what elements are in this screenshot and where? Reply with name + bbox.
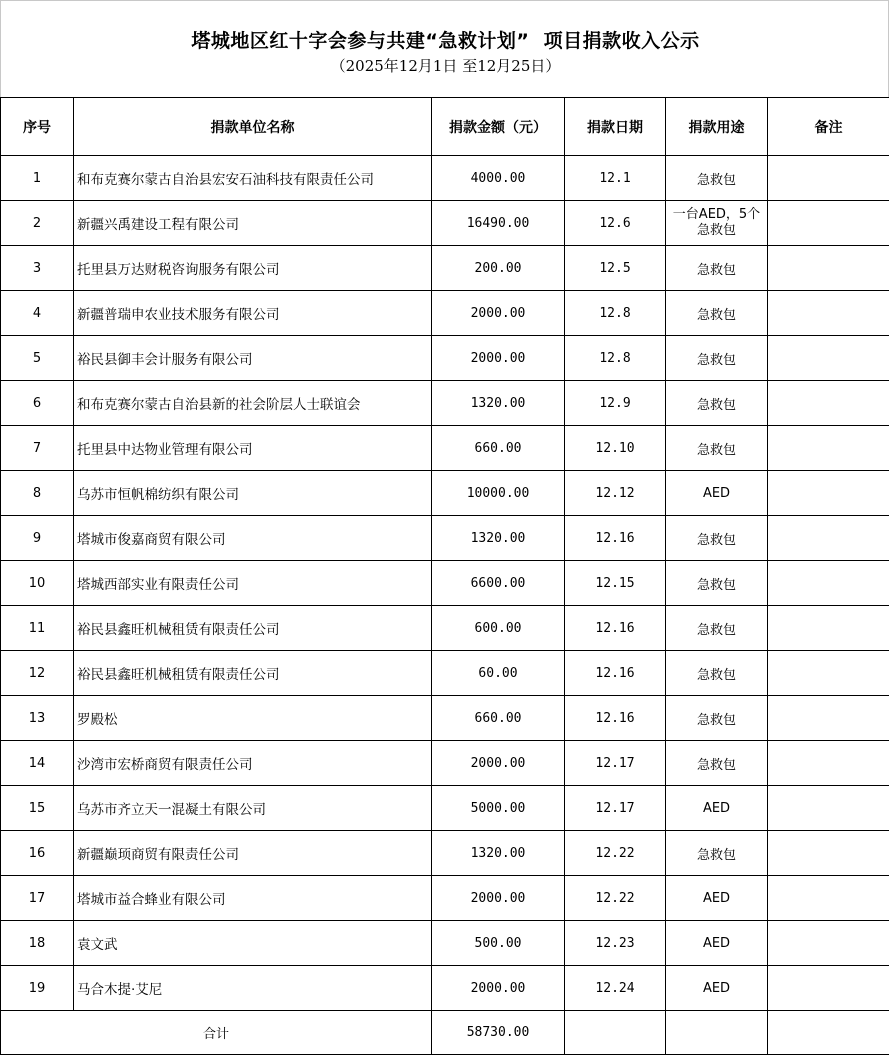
purpose-cell: 急救包 xyxy=(666,516,768,561)
seq-cell: 2 xyxy=(1,201,74,246)
header-seq: 序号 xyxy=(1,98,74,156)
table-row xyxy=(1,381,889,426)
date-cell: 12.17 xyxy=(565,741,666,786)
date-cell: 12.24 xyxy=(565,966,666,1011)
purpose-cell: 急救包 xyxy=(666,696,768,741)
purpose-cell: 急救包 xyxy=(666,606,768,651)
total-row xyxy=(1,1011,889,1055)
purpose-cell: AED xyxy=(666,966,768,1011)
table-row xyxy=(1,336,889,381)
seq-cell: 14 xyxy=(1,741,74,786)
donor-cell: 和布克赛尔蒙古自治县新的社会阶层人士联谊会 xyxy=(74,381,432,426)
purpose-cell: 急救包 xyxy=(666,831,768,876)
amount-cell: 500.00 xyxy=(432,921,565,966)
table-row xyxy=(1,651,889,696)
amount-cell: 1320.00 xyxy=(432,381,565,426)
purpose-cell: AED xyxy=(666,471,768,516)
donor-cell: 马合木提·艾尼 xyxy=(74,966,432,1011)
amount-cell: 4000.00 xyxy=(432,156,565,201)
remark-cell xyxy=(768,831,889,876)
table-header-row xyxy=(1,98,889,156)
header-remark: 备注 xyxy=(768,98,889,156)
table-row xyxy=(1,426,889,471)
remark-cell xyxy=(768,201,889,246)
purpose-cell: 急救包 xyxy=(666,426,768,471)
total-purpose-cell xyxy=(666,1011,768,1055)
purpose-cell: 急救包 xyxy=(666,381,768,426)
table-row xyxy=(1,156,889,201)
donor-cell: 塔城市俊嘉商贸有限公司 xyxy=(74,516,432,561)
amount-cell: 6600.00 xyxy=(432,561,565,606)
date-cell: 12.8 xyxy=(565,291,666,336)
amount-cell: 660.00 xyxy=(432,426,565,471)
date-cell: 12.12 xyxy=(565,471,666,516)
amount-cell: 60.00 xyxy=(432,651,565,696)
donor-cell: 乌苏市恒帆棉纺织有限公司 xyxy=(74,471,432,516)
table-row xyxy=(1,876,889,921)
table-row xyxy=(1,201,889,246)
amount-cell: 1320.00 xyxy=(432,516,565,561)
remark-cell xyxy=(768,426,889,471)
remark-cell xyxy=(768,156,889,201)
seq-cell: 16 xyxy=(1,831,74,876)
seq-cell: 5 xyxy=(1,336,74,381)
donor-cell: 塔城市益合蜂业有限公司 xyxy=(74,876,432,921)
total-date-cell xyxy=(565,1011,666,1055)
date-cell: 12.17 xyxy=(565,786,666,831)
table-row xyxy=(1,966,889,1011)
table-row xyxy=(1,696,889,741)
date-cell: 12.16 xyxy=(565,651,666,696)
remark-cell xyxy=(768,381,889,426)
date-cell: 12.10 xyxy=(565,426,666,471)
seq-cell: 15 xyxy=(1,786,74,831)
seq-cell: 13 xyxy=(1,696,74,741)
amount-cell: 2000.00 xyxy=(432,291,565,336)
remark-cell xyxy=(768,786,889,831)
seq-cell: 4 xyxy=(1,291,74,336)
seq-cell: 12 xyxy=(1,651,74,696)
seq-cell: 3 xyxy=(1,246,74,291)
seq-cell: 9 xyxy=(1,516,74,561)
remark-cell xyxy=(768,291,889,336)
date-cell: 12.22 xyxy=(565,831,666,876)
seq-cell: 8 xyxy=(1,471,74,516)
total-amount: 58730.00 xyxy=(432,1011,565,1055)
amount-cell: 2000.00 xyxy=(432,966,565,1011)
purpose-cell: 急救包 xyxy=(666,651,768,696)
date-range-subtitle: （2025年12月1日 至12月25日） xyxy=(330,57,561,75)
amount-cell: 600.00 xyxy=(432,606,565,651)
remark-cell xyxy=(768,336,889,381)
donor-cell: 和布克赛尔蒙古自治县宏安石油科技有限责任公司 xyxy=(74,156,432,201)
title-area xyxy=(0,0,889,97)
donor-cell: 塔城西部实业有限责任公司 xyxy=(74,561,432,606)
seq-cell: 11 xyxy=(1,606,74,651)
amount-cell: 1320.00 xyxy=(432,831,565,876)
table-row xyxy=(1,921,889,966)
donor-cell: 裕民县鑫旺机械租赁有限责任公司 xyxy=(74,606,432,651)
donor-cell: 托里县万达财税咨询服务有限公司 xyxy=(74,246,432,291)
donor-cell: 沙湾市宏桥商贸有限责任公司 xyxy=(74,741,432,786)
purpose-cell: 急救包 xyxy=(666,156,768,201)
purpose-cell: 急救包 xyxy=(666,291,768,336)
table-row xyxy=(1,606,889,651)
seq-cell: 7 xyxy=(1,426,74,471)
donor-cell: 新疆兴禹建设工程有限公司 xyxy=(74,201,432,246)
purpose-cell: 一台AED，5个急救包 xyxy=(666,201,768,246)
header-purpose: 捐款用途 xyxy=(666,98,768,156)
donor-cell: 罗殿松 xyxy=(74,696,432,741)
header-date: 捐款日期 xyxy=(565,98,666,156)
date-cell: 12.6 xyxy=(565,201,666,246)
amount-cell: 10000.00 xyxy=(432,471,565,516)
amount-cell: 660.00 xyxy=(432,696,565,741)
date-cell: 12.1 xyxy=(565,156,666,201)
amount-cell: 16490.00 xyxy=(432,201,565,246)
date-cell: 12.16 xyxy=(565,696,666,741)
total-remark-cell xyxy=(768,1011,889,1055)
table-row xyxy=(1,516,889,561)
table-row xyxy=(1,246,889,291)
table-row xyxy=(1,786,889,831)
remark-cell xyxy=(768,561,889,606)
total-label: 合计 xyxy=(1,1011,432,1055)
seq-cell: 18 xyxy=(1,921,74,966)
date-cell: 12.9 xyxy=(565,381,666,426)
header-amount: 捐款金额（元） xyxy=(432,98,565,156)
date-cell: 12.8 xyxy=(565,336,666,381)
seq-cell: 19 xyxy=(1,966,74,1011)
remark-cell xyxy=(768,966,889,1011)
remark-cell xyxy=(768,651,889,696)
donor-cell: 裕民县鑫旺机械租赁有限责任公司 xyxy=(74,651,432,696)
purpose-cell: 急救包 xyxy=(666,561,768,606)
seq-cell: 17 xyxy=(1,876,74,921)
header-donor: 捐款单位名称 xyxy=(74,98,432,156)
amount-cell: 2000.00 xyxy=(432,741,565,786)
table-row xyxy=(1,291,889,336)
table-row xyxy=(1,561,889,606)
donor-cell: 托里县中达物业管理有限公司 xyxy=(74,426,432,471)
donor-cell: 袁文武 xyxy=(74,921,432,966)
date-cell: 12.16 xyxy=(565,516,666,561)
amount-cell: 5000.00 xyxy=(432,786,565,831)
table-body xyxy=(1,156,889,1011)
table-row xyxy=(1,741,889,786)
date-cell: 12.23 xyxy=(565,921,666,966)
purpose-cell: AED xyxy=(666,876,768,921)
remark-cell xyxy=(768,696,889,741)
donor-cell: 新疆巅顼商贸有限责任公司 xyxy=(74,831,432,876)
donor-cell: 裕民县御丰会计服务有限公司 xyxy=(74,336,432,381)
purpose-cell: 急救包 xyxy=(666,246,768,291)
amount-cell: 200.00 xyxy=(432,246,565,291)
seq-cell: 10 xyxy=(1,561,74,606)
amount-cell: 2000.00 xyxy=(432,336,565,381)
purpose-cell: AED xyxy=(666,921,768,966)
date-cell: 12.16 xyxy=(565,606,666,651)
amount-cell: 2000.00 xyxy=(432,876,565,921)
donation-table xyxy=(0,97,889,1055)
date-cell: 12.15 xyxy=(565,561,666,606)
remark-cell xyxy=(768,246,889,291)
remark-cell xyxy=(768,921,889,966)
table-row xyxy=(1,471,889,516)
purpose-cell: AED xyxy=(666,786,768,831)
seq-cell: 1 xyxy=(1,156,74,201)
donor-cell: 乌苏市齐立天一混凝土有限公司 xyxy=(74,786,432,831)
remark-cell xyxy=(768,606,889,651)
remark-cell xyxy=(768,876,889,921)
donor-cell: 新疆普瑞申农业技术服务有限公司 xyxy=(74,291,432,336)
table-row xyxy=(1,831,889,876)
remark-cell xyxy=(768,516,889,561)
purpose-cell: 急救包 xyxy=(666,336,768,381)
remark-cell xyxy=(768,741,889,786)
date-cell: 12.5 xyxy=(565,246,666,291)
seq-cell: 6 xyxy=(1,381,74,426)
purpose-cell: 急救包 xyxy=(666,741,768,786)
date-cell: 12.22 xyxy=(565,876,666,921)
remark-cell xyxy=(768,471,889,516)
page-title: 塔城地区红十字会参与共建“急救计划” 项目捐款收入公示 xyxy=(191,30,700,52)
